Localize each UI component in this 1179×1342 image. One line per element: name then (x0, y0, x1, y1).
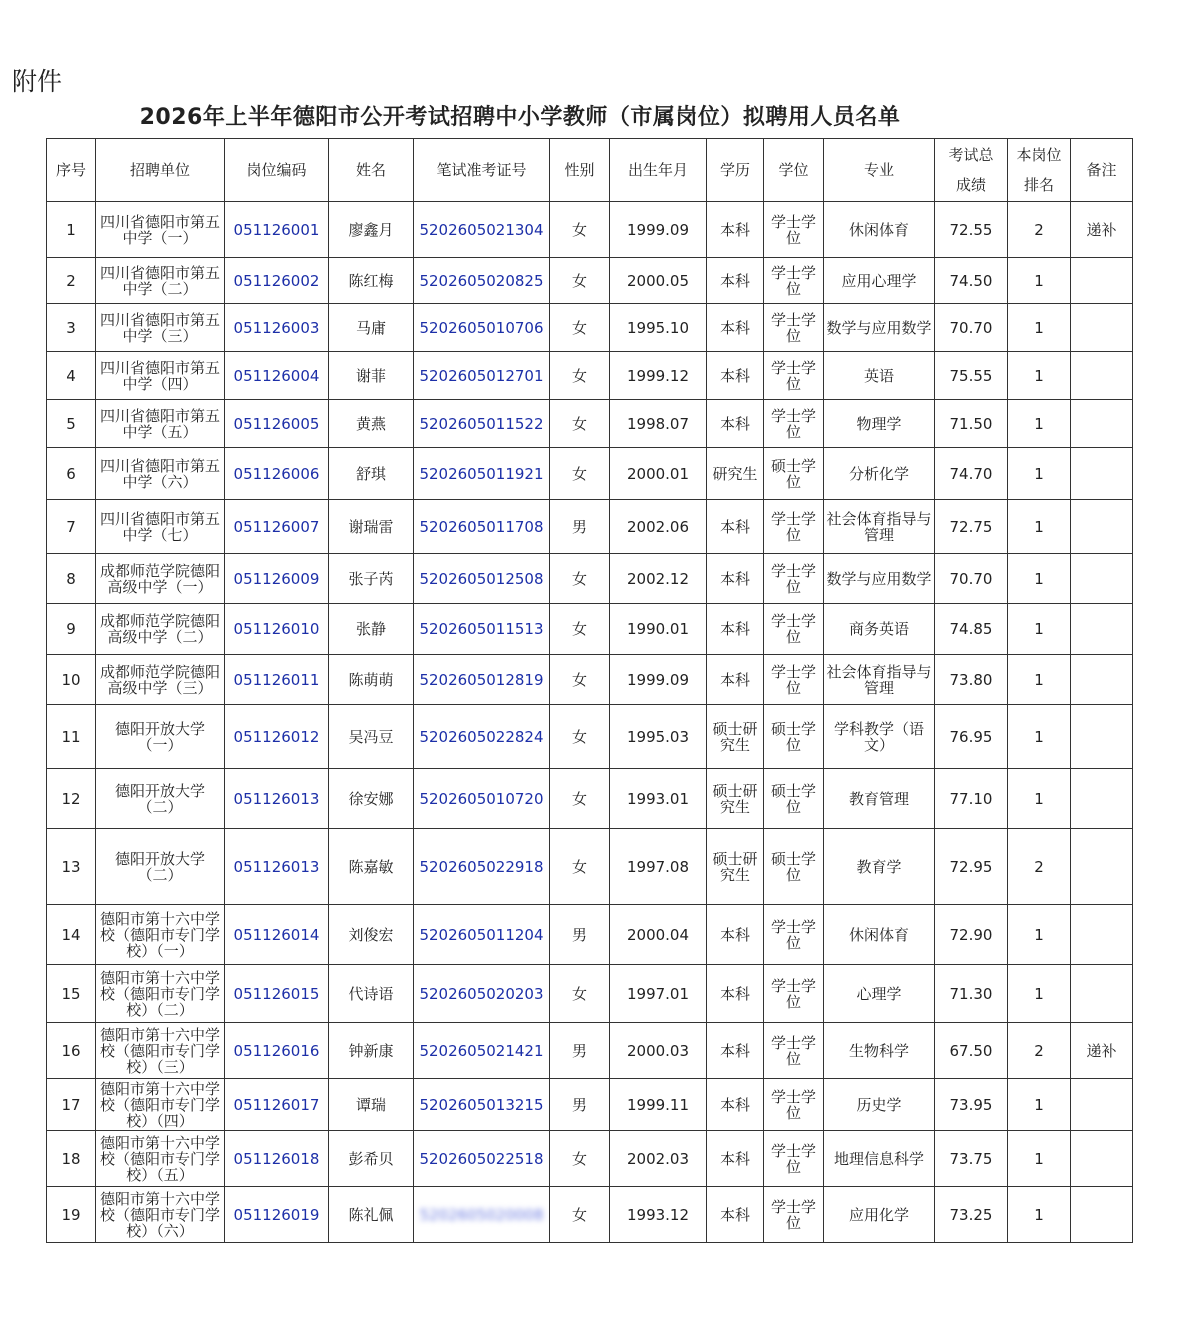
birth-cell: 2002.03 (610, 1131, 707, 1187)
remark-cell (1071, 448, 1133, 500)
unit-cell: 四川省德阳市第五中学（一） (96, 202, 225, 258)
major-cell: 社会体育指导与管理 (824, 655, 935, 705)
table-row (47, 1131, 1133, 1187)
birth-cell: 2000.03 (610, 1023, 707, 1079)
name-cell: 陈礼佩 (329, 1187, 414, 1243)
education-cell: 硕士研究生 (707, 769, 764, 829)
remark-cell (1071, 769, 1133, 829)
remark-cell (1071, 554, 1133, 604)
rank-cell: 1 (1008, 705, 1071, 769)
education-cell: 本科 (707, 500, 764, 554)
degree-cell: 学士学位 (764, 1079, 824, 1131)
major-cell: 地理信息科学 (824, 1131, 935, 1187)
score-cell: 75.55 (935, 352, 1008, 400)
score-cell: 72.55 (935, 202, 1008, 258)
header-row (47, 139, 1133, 202)
score-cell: 74.70 (935, 448, 1008, 500)
header-score-line1: 考试总 (948, 146, 994, 164)
remark-cell (1071, 400, 1133, 448)
exam-no-cell: 5202605011708 (414, 500, 550, 554)
unit-cell: 四川省德阳市第五中学（五） (96, 400, 225, 448)
education-cell: 本科 (707, 352, 764, 400)
gender-cell: 女 (550, 604, 610, 655)
education-cell: 本科 (707, 1187, 764, 1243)
birth-cell: 2002.06 (610, 500, 707, 554)
unit-cell: 四川省德阳市第五中学（六） (96, 448, 225, 500)
birth-cell: 1993.01 (610, 769, 707, 829)
header-score (935, 139, 1008, 202)
score-cell: 71.50 (935, 400, 1008, 448)
score-cell: 73.80 (935, 655, 1008, 705)
unit-cell: 四川省德阳市第五中学（三） (96, 304, 225, 352)
header-education: 学历 (707, 139, 764, 202)
gender-cell: 女 (550, 655, 610, 705)
education-cell: 本科 (707, 400, 764, 448)
degree-cell: 学士学位 (764, 202, 824, 258)
major-cell: 学科教学（语文） (824, 705, 935, 769)
exam-no-cell: 5202605010720 (414, 769, 550, 829)
rank-cell: 2 (1008, 202, 1071, 258)
table-row (47, 1023, 1133, 1079)
birth-cell: 1993.12 (610, 1187, 707, 1243)
gender-cell: 女 (550, 202, 610, 258)
education-cell: 本科 (707, 965, 764, 1023)
table-row (47, 965, 1133, 1023)
score-cell: 71.30 (935, 965, 1008, 1023)
gender-cell: 女 (550, 400, 610, 448)
remark-cell: 递补 (1071, 202, 1133, 258)
name-cell: 陈红梅 (329, 258, 414, 304)
education-cell: 本科 (707, 1079, 764, 1131)
table-row (47, 500, 1133, 554)
pos-code-cell: 051126006 (225, 448, 329, 500)
seq-cell: 10 (47, 655, 96, 705)
table-row (47, 554, 1133, 604)
pos-code-cell: 051126005 (225, 400, 329, 448)
exam-no-cell: 5202605011921 (414, 448, 550, 500)
unit-cell: 德阳开放大学（一） (96, 705, 225, 769)
name-cell: 谭瑞 (329, 1079, 414, 1131)
seq-cell: 9 (47, 604, 96, 655)
exam-no-cell: 5202605011204 (414, 905, 550, 965)
header-gender: 性别 (550, 139, 610, 202)
name-cell: 徐安娜 (329, 769, 414, 829)
pos-code-cell: 051126012 (225, 705, 329, 769)
birth-cell: 1999.09 (610, 202, 707, 258)
major-cell: 物理学 (824, 400, 935, 448)
table-row (47, 258, 1133, 304)
score-cell: 77.10 (935, 769, 1008, 829)
seq-cell: 3 (47, 304, 96, 352)
score-cell: 74.85 (935, 604, 1008, 655)
remark-cell (1071, 965, 1133, 1023)
major-cell: 分析化学 (824, 448, 935, 500)
seq-cell: 17 (47, 1079, 96, 1131)
header-unit: 招聘单位 (96, 139, 225, 202)
exam-no-cell: 5202605021304 (414, 202, 550, 258)
unit-cell: 德阳市第十六中学校（德阳市专门学校）（三） (96, 1023, 225, 1079)
degree-cell: 学士学位 (764, 655, 824, 705)
rank-cell: 1 (1008, 1131, 1071, 1187)
degree-cell: 学士学位 (764, 1187, 824, 1243)
name-cell: 马庸 (329, 304, 414, 352)
degree-cell: 学士学位 (764, 1023, 824, 1079)
header-score-line2: 成绩 (955, 176, 986, 194)
gender-cell: 男 (550, 1023, 610, 1079)
score-cell: 72.90 (935, 905, 1008, 965)
rank-cell: 1 (1008, 604, 1071, 655)
exam-no-cell: 5202605022918 (414, 829, 550, 905)
gender-cell: 女 (550, 554, 610, 604)
education-cell: 本科 (707, 304, 764, 352)
name-cell: 张子芮 (329, 554, 414, 604)
unit-cell: 德阳开放大学（二） (96, 769, 225, 829)
education-cell: 本科 (707, 1131, 764, 1187)
score-cell: 73.95 (935, 1079, 1008, 1131)
major-cell: 英语 (824, 352, 935, 400)
name-cell: 陈嘉敏 (329, 829, 414, 905)
pos-code-cell: 051126014 (225, 905, 329, 965)
birth-cell: 1999.09 (610, 655, 707, 705)
pos-code-cell: 051126010 (225, 604, 329, 655)
attachment-label: 附件 (12, 67, 63, 96)
education-cell: 本科 (707, 554, 764, 604)
remark-cell (1071, 500, 1133, 554)
remark-cell (1071, 304, 1133, 352)
degree-cell: 硕士学位 (764, 448, 824, 500)
remark-cell (1071, 1079, 1133, 1131)
header-rank (1008, 139, 1071, 202)
score-cell: 72.95 (935, 829, 1008, 905)
roster-body (47, 202, 1133, 1243)
pos-code-cell: 051126013 (225, 769, 329, 829)
table-row (47, 1187, 1133, 1243)
pos-code-cell: 051126015 (225, 965, 329, 1023)
score-cell: 74.50 (935, 258, 1008, 304)
degree-cell: 学士学位 (764, 905, 824, 965)
seq-cell: 16 (47, 1023, 96, 1079)
table-row (47, 448, 1133, 500)
degree-cell: 学士学位 (764, 500, 824, 554)
table-row (47, 829, 1133, 905)
degree-cell: 硕士学位 (764, 769, 824, 829)
table-row (47, 705, 1133, 769)
unit-cell: 成都师范学院德阳高级中学（一） (96, 554, 225, 604)
major-cell: 商务英语 (824, 604, 935, 655)
seq-cell: 8 (47, 554, 96, 604)
seq-cell: 2 (47, 258, 96, 304)
score-cell: 76.95 (935, 705, 1008, 769)
degree-cell: 学士学位 (764, 965, 824, 1023)
remark-cell (1071, 258, 1133, 304)
name-cell: 舒琪 (329, 448, 414, 500)
gender-cell: 女 (550, 1187, 610, 1243)
score-cell: 73.25 (935, 1187, 1008, 1243)
score-cell: 72.75 (935, 500, 1008, 554)
remark-cell (1071, 829, 1133, 905)
major-cell: 应用心理学 (824, 258, 935, 304)
birth-cell: 2000.04 (610, 905, 707, 965)
gender-cell: 女 (550, 965, 610, 1023)
remark-cell (1071, 655, 1133, 705)
birth-cell: 1995.03 (610, 705, 707, 769)
exam-no-cell: 5202605010706 (414, 304, 550, 352)
header-degree: 学位 (764, 139, 824, 202)
rank-cell: 1 (1008, 1187, 1071, 1243)
degree-cell: 学士学位 (764, 352, 824, 400)
unit-cell: 德阳市第十六中学校（德阳市专门学校）（六） (96, 1187, 225, 1243)
rank-cell: 1 (1008, 769, 1071, 829)
name-cell: 钟新康 (329, 1023, 414, 1079)
birth-cell: 1997.01 (610, 965, 707, 1023)
seq-cell: 14 (47, 905, 96, 965)
seq-cell: 12 (47, 769, 96, 829)
name-cell: 刘俊宏 (329, 905, 414, 965)
major-cell: 休闲体育 (824, 905, 935, 965)
degree-cell: 硕士学位 (764, 829, 824, 905)
pos-code-cell: 051126007 (225, 500, 329, 554)
name-cell: 陈萌萌 (329, 655, 414, 705)
gender-cell: 女 (550, 448, 610, 500)
degree-cell: 学士学位 (764, 1131, 824, 1187)
degree-cell: 学士学位 (764, 258, 824, 304)
education-cell: 本科 (707, 604, 764, 655)
education-cell: 研究生 (707, 448, 764, 500)
seq-cell: 15 (47, 965, 96, 1023)
table-row (47, 304, 1133, 352)
rank-cell: 1 (1008, 655, 1071, 705)
header-rank-line1: 本岗位 (1016, 146, 1062, 164)
rank-cell: 1 (1008, 400, 1071, 448)
pos-code-cell: 051126018 (225, 1131, 329, 1187)
header-exam-no: 笔试准考证号 (414, 139, 550, 202)
unit-cell: 成都师范学院德阳高级中学（二） (96, 604, 225, 655)
major-cell: 应用化学 (824, 1187, 935, 1243)
birth-cell: 1995.10 (610, 304, 707, 352)
seq-cell: 7 (47, 500, 96, 554)
seq-cell: 1 (47, 202, 96, 258)
table-row (47, 905, 1133, 965)
birth-cell: 2000.01 (610, 448, 707, 500)
gender-cell: 女 (550, 769, 610, 829)
exam-no-cell: 5202605011513 (414, 604, 550, 655)
seq-cell: 4 (47, 352, 96, 400)
rank-cell: 1 (1008, 448, 1071, 500)
pos-code-cell: 051126017 (225, 1079, 329, 1131)
pos-code-cell: 051126001 (225, 202, 329, 258)
birth-cell: 1998.07 (610, 400, 707, 448)
education-cell: 本科 (707, 655, 764, 705)
birth-cell: 2000.05 (610, 258, 707, 304)
unit-cell: 德阳市第十六中学校（德阳市专门学校）（四） (96, 1079, 225, 1131)
remark-cell (1071, 705, 1133, 769)
exam-no-cell: 5202605012701 (414, 352, 550, 400)
exam-no-cell: 5202605022824 (414, 705, 550, 769)
name-cell: 吴冯豆 (329, 705, 414, 769)
rank-cell: 1 (1008, 1079, 1071, 1131)
major-cell: 教育学 (824, 829, 935, 905)
education-cell: 本科 (707, 905, 764, 965)
gender-cell: 男 (550, 1079, 610, 1131)
major-cell: 生物科学 (824, 1023, 935, 1079)
table-row (47, 769, 1133, 829)
score-cell: 67.50 (935, 1023, 1008, 1079)
name-cell: 张静 (329, 604, 414, 655)
exam-no-cell: 5202605022518 (414, 1131, 550, 1187)
birth-cell: 1999.12 (610, 352, 707, 400)
seq-cell: 13 (47, 829, 96, 905)
header-seq: 序号 (47, 139, 96, 202)
exam-no-cell: 5202605012508 (414, 554, 550, 604)
education-cell: 硕士研究生 (707, 829, 764, 905)
table-row (47, 604, 1133, 655)
degree-cell: 硕士学位 (764, 705, 824, 769)
major-cell: 历史学 (824, 1079, 935, 1131)
rank-cell: 1 (1008, 258, 1071, 304)
rank-cell: 2 (1008, 1023, 1071, 1079)
remark-cell: 递补 (1071, 1023, 1133, 1079)
score-cell: 73.75 (935, 1131, 1008, 1187)
education-cell: 本科 (707, 258, 764, 304)
gender-cell: 女 (550, 352, 610, 400)
pos-code-cell: 051126004 (225, 352, 329, 400)
remark-cell (1071, 905, 1133, 965)
unit-cell: 四川省德阳市第五中学（四） (96, 352, 225, 400)
score-cell: 70.70 (935, 304, 1008, 352)
page-title: 2026年上半年德阳市公开考试招聘中小学教师（市属岗位）拟聘用人员名单 (139, 105, 901, 130)
rank-cell: 1 (1008, 352, 1071, 400)
name-cell: 黄燕 (329, 400, 414, 448)
major-cell: 数学与应用数学 (824, 304, 935, 352)
unit-cell: 德阳市第十六中学校（德阳市专门学校）（一） (96, 905, 225, 965)
seq-cell: 5 (47, 400, 96, 448)
seq-cell: 19 (47, 1187, 96, 1243)
rank-cell: 1 (1008, 500, 1071, 554)
exam-no-cell: 5202605011522 (414, 400, 550, 448)
pos-code-cell: 051126016 (225, 1023, 329, 1079)
rank-cell: 1 (1008, 905, 1071, 965)
unit-cell: 德阳开放大学（二） (96, 829, 225, 905)
header-pos-code: 岗位编码 (225, 139, 329, 202)
major-cell: 教育管理 (824, 769, 935, 829)
rank-cell: 1 (1008, 304, 1071, 352)
pos-code-cell: 051126011 (225, 655, 329, 705)
major-cell: 数学与应用数学 (824, 554, 935, 604)
birth-cell: 1997.08 (610, 829, 707, 905)
pos-code-cell: 051126009 (225, 554, 329, 604)
remark-cell (1071, 352, 1133, 400)
birth-cell: 1990.01 (610, 604, 707, 655)
table-row (47, 352, 1133, 400)
name-cell: 代诗语 (329, 965, 414, 1023)
header-major: 专业 (824, 139, 935, 202)
gender-cell: 女 (550, 705, 610, 769)
gender-cell: 女 (550, 304, 610, 352)
remark-cell (1071, 604, 1133, 655)
gender-cell: 男 (550, 905, 610, 965)
exam-no-cell: 5202605013215 (414, 1079, 550, 1131)
table-row (47, 202, 1133, 258)
pos-code-cell: 051126013 (225, 829, 329, 905)
degree-cell: 学士学位 (764, 604, 824, 655)
unit-cell: 四川省德阳市第五中学（七） (96, 500, 225, 554)
degree-cell: 学士学位 (764, 554, 824, 604)
name-cell: 谢瑞雷 (329, 500, 414, 554)
header-name: 姓名 (329, 139, 414, 202)
name-cell: 彭希贝 (329, 1131, 414, 1187)
score-cell: 70.70 (935, 554, 1008, 604)
name-cell: 廖鑫月 (329, 202, 414, 258)
table-row (47, 1079, 1133, 1131)
gender-cell: 男 (550, 500, 610, 554)
degree-cell: 学士学位 (764, 400, 824, 448)
rank-cell: 1 (1008, 965, 1071, 1023)
exam-no-cell: 5202605012819 (414, 655, 550, 705)
exam-no-cell: 5202605021421 (414, 1023, 550, 1079)
unit-cell: 四川省德阳市第五中学（二） (96, 258, 225, 304)
exam-no-cell: 5202605020203 (414, 965, 550, 1023)
name-cell: 谢菲 (329, 352, 414, 400)
seq-cell: 18 (47, 1131, 96, 1187)
pos-code-cell: 051126002 (225, 258, 329, 304)
education-cell: 硕士研究生 (707, 705, 764, 769)
table-row (47, 655, 1133, 705)
seq-cell: 6 (47, 448, 96, 500)
major-cell: 心理学 (824, 965, 935, 1023)
pos-code-cell: 051126003 (225, 304, 329, 352)
exam-no-cell: 5202605020825 (414, 258, 550, 304)
rank-cell: 2 (1008, 829, 1071, 905)
roster-table (46, 138, 1133, 1243)
gender-cell: 女 (550, 829, 610, 905)
gender-cell: 女 (550, 258, 610, 304)
pos-code-cell: 051126019 (225, 1187, 329, 1243)
degree-cell: 学士学位 (764, 304, 824, 352)
rank-cell: 1 (1008, 554, 1071, 604)
header-remark: 备注 (1071, 139, 1133, 202)
major-cell: 休闲体育 (824, 202, 935, 258)
education-cell: 本科 (707, 1023, 764, 1079)
birth-cell: 1999.11 (610, 1079, 707, 1131)
education-cell: 本科 (707, 202, 764, 258)
blurred-exam-no: 5202605020008 (419, 1205, 544, 1224)
unit-cell: 成都师范学院德阳高级中学（三） (96, 655, 225, 705)
seq-cell: 11 (47, 705, 96, 769)
major-cell: 社会体育指导与管理 (824, 500, 935, 554)
header-birth: 出生年月 (610, 139, 707, 202)
birth-cell: 2002.12 (610, 554, 707, 604)
unit-cell: 德阳市第十六中学校（德阳市专门学校）（二） (96, 965, 225, 1023)
remark-cell (1071, 1131, 1133, 1187)
remark-cell (1071, 1187, 1133, 1243)
exam-no-cell (414, 1187, 550, 1243)
header-rank-line2: 排名 (1023, 176, 1054, 194)
table-row (47, 400, 1133, 448)
gender-cell: 女 (550, 1131, 610, 1187)
unit-cell: 德阳市第十六中学校（德阳市专门学校）（五） (96, 1131, 225, 1187)
